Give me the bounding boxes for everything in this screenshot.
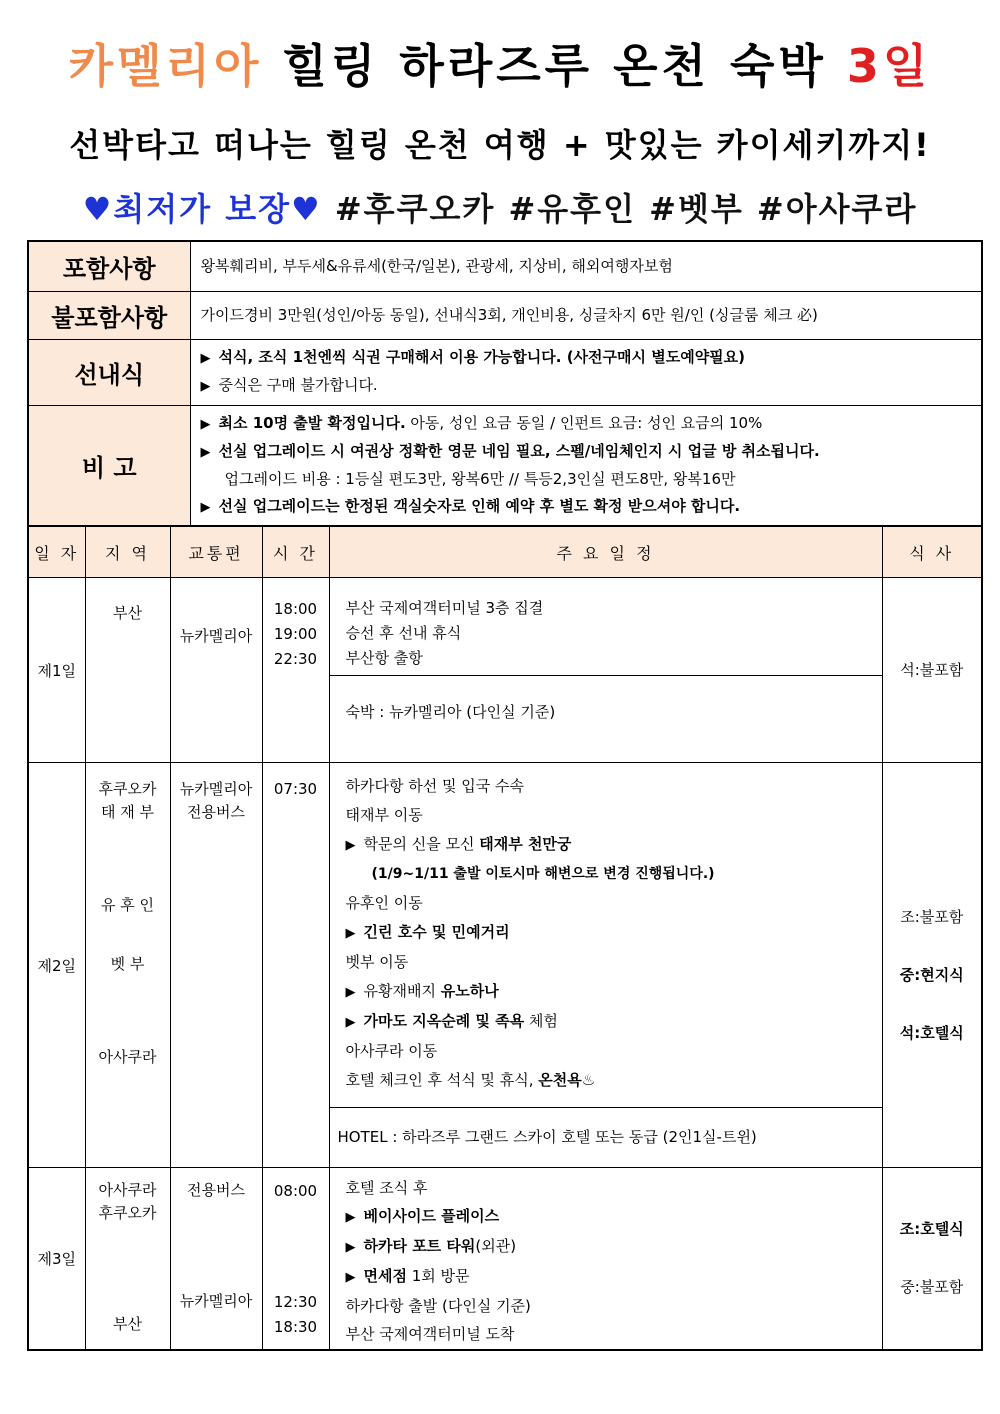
day1-region: 부산 [85,578,170,763]
triangle-bullet-icon: ▶ [345,1015,356,1030]
page-title [0,30,1000,96]
triangle-bullet-icon: ▶ [345,1210,356,1225]
day1-times: 18:00 19:00 22:30 [262,578,329,763]
itinerary-line: 아사쿠라 이동 [345,1042,438,1060]
remarks-line: ▶ 선실 업그레이드 시 여권상 정확한 영문 네임 필요, 스펠/네임체인지 시 업글 방 취소됩니다. [200,441,820,460]
triangle-bullet-icon: ▶ [345,985,356,1000]
day2-time: 07:30 [262,763,329,1168]
itinerary-line: 부산항 출항 [345,649,423,667]
triangle-bullet-icon: ▶ [345,838,356,853]
triangle-bullet-icon: ▶ [345,926,356,941]
day2-hotel: HOTEL : 하라즈루 그랜드 스카이 호텔 또는 동급 (2인1실-트윈) [330,1107,882,1166]
day1-stay: 숙박 : 뉴카멜리아 (다인실 기준) [330,675,882,748]
day3-itinerary [329,1168,882,1350]
day2-meals: 조:불포함 중:현지식 석:호텔식 [882,763,982,1168]
remarks-text [190,405,982,526]
excluded-row [28,291,982,339]
itinerary-line: 하카다항 하선 및 입국 수속 [345,777,524,795]
itinerary-line: 부산 국제여객터미널 도착 [345,1325,515,1343]
onboard-meal-text [190,339,982,405]
onboard-line: ▶ 석식, 조식 1천엔씩 식권 구매해서 이용 가능합니다. (사전구매시 별도예약필요) [200,348,746,366]
triangle-bullet-icon: ▶ [200,416,211,432]
triangle-bullet-icon: ▶ [345,1270,356,1285]
remarks-line: ▶ 최소 10명 출발 확정입니다. 아동, 성인 요금 동일 / 인펀트 요금: 성인 요금의 10% [200,413,763,432]
day2-region: 후쿠오카 태 재 부 유 후 인 벳 부 아사쿠라 [85,763,170,1168]
remarks-line: 업그레이드 비용 : 1등실 편도3만, 왕복6만 // 특등2,3인실 편도8만, 왕복16만 [224,469,736,488]
tag-line [0,184,1000,230]
itinerary-line: 하카다항 출발 (다인실 기준) [345,1297,531,1315]
itinerary-line: ▶ 베이사이드 플레이스 [345,1207,500,1225]
day2-row [28,763,982,1168]
onboard-meal-label: 선내식 [28,339,190,405]
header-itinerary: 주 요 일 정 [329,526,882,578]
excluded-text: 가이드경비 3만원(성인/아동 동일), 선내식3회, 개인비용, 싱글차지 6만 원/인 (싱글룸 체크 必) [190,291,982,339]
triangle-bullet-icon: ▶ [345,1240,356,1255]
hashtags: #후쿠오카 #유후인 #벳부 #아사쿠라 [334,190,918,228]
itinerary-line: 태재부 이동 [345,806,423,824]
title-main: 힐링 하라즈루 온천 숙박 [282,39,827,93]
itinerary-line: 부산 국제여객터미널 3층 집결 [345,599,544,617]
day3-row [28,1168,982,1350]
itinerary-line: 호텔 조식 후 [345,1179,428,1197]
remarks-line: ▶ 선실 업그레이드는 한정된 객실숫자로 인해 예약 후 별도 확정 받으셔야 합니다. [200,496,741,515]
itinerary-line: 승선 후 선내 휴식 [345,624,462,642]
itinerary-line: ▶ 유황재배지 유노하나 [345,982,499,1000]
schedule-header-row [28,526,982,578]
header-time: 시 간 [262,526,329,578]
day1-row [28,578,982,763]
header-transport: 교통편 [170,526,262,578]
info-table [27,240,983,527]
day2-transport: 뉴카멜리아 전용버스 [170,763,262,1168]
header-day: 일 자 [28,526,85,578]
title-brand: 카멜리아 [68,39,263,93]
itinerary-line: 유후인 이동 [345,894,423,912]
lowest-price-badge: ♥최저가 보장♥ [82,190,322,228]
included-label: 포함사항 [28,241,190,291]
itinerary-line: ▶ 학문의 신을 모신 태재부 천만궁 [345,835,572,853]
excluded-label: 불포함사항 [28,291,190,339]
day3-transport: 전용버스 뉴카멜리아 [170,1168,262,1350]
included-row [28,241,982,291]
day1-label: 제1일 [28,578,85,763]
day1-itinerary [329,578,882,763]
onboard-line: ▶ 중식은 구매 불가합니다. [200,376,378,394]
itinerary-line: ▶ 긴린 호수 및 민예거리 [345,923,510,941]
day1-meals: 석:불포함 [882,578,982,763]
itinerary-line: ▶ 하카타 포트 타워(외관) [345,1237,517,1255]
title-days: 3일 [846,39,932,93]
remarks-label: 비 고 [28,405,190,526]
itinerary-line: 호텔 체크인 후 석식 및 휴식, 온천욕♨ [345,1071,596,1089]
triangle-bullet-icon: ▶ [200,444,211,460]
itinerary-note: (1/9~1/11 출발 이토시마 해변으로 변경 진행됩니다.) [371,866,715,882]
day3-times: 08:00 12:30 18:30 [262,1168,329,1350]
day3-label: 제3일 [28,1168,85,1350]
itinerary-line: ▶ 면세점 1회 방문 [345,1267,470,1285]
page-subtitle: 선박타고 떠나는 힐링 온천 여행 + 맛있는 카이세키까지! [69,126,931,164]
day2-itinerary [329,763,882,1168]
triangle-bullet-icon: ▶ [200,499,211,515]
day3-meals: 조:호텔식 중:불포함 [882,1168,982,1350]
day1-transport: 뉴카멜리아 [170,578,262,763]
remarks-row [28,405,982,526]
triangle-bullet-icon: ▶ [200,351,211,366]
onboard-meal-row [28,339,982,405]
day2-label: 제2일 [28,763,85,1168]
header-region: 지 역 [85,526,170,578]
itinerary-line: 벳부 이동 [345,953,409,971]
triangle-bullet-icon: ▶ [200,379,211,394]
day3-region: 아사쿠라 후쿠오카 부산 [85,1168,170,1350]
itinerary-line: ▶ 가마도 지옥순례 및 족욕 체험 [345,1012,558,1030]
included-text: 왕복훼리비, 부두세&유류세(한국/일본), 관광세, 지상비, 해외여행자보험 [190,241,982,291]
schedule-table [27,525,983,1351]
header-meals: 식 사 [882,526,982,578]
